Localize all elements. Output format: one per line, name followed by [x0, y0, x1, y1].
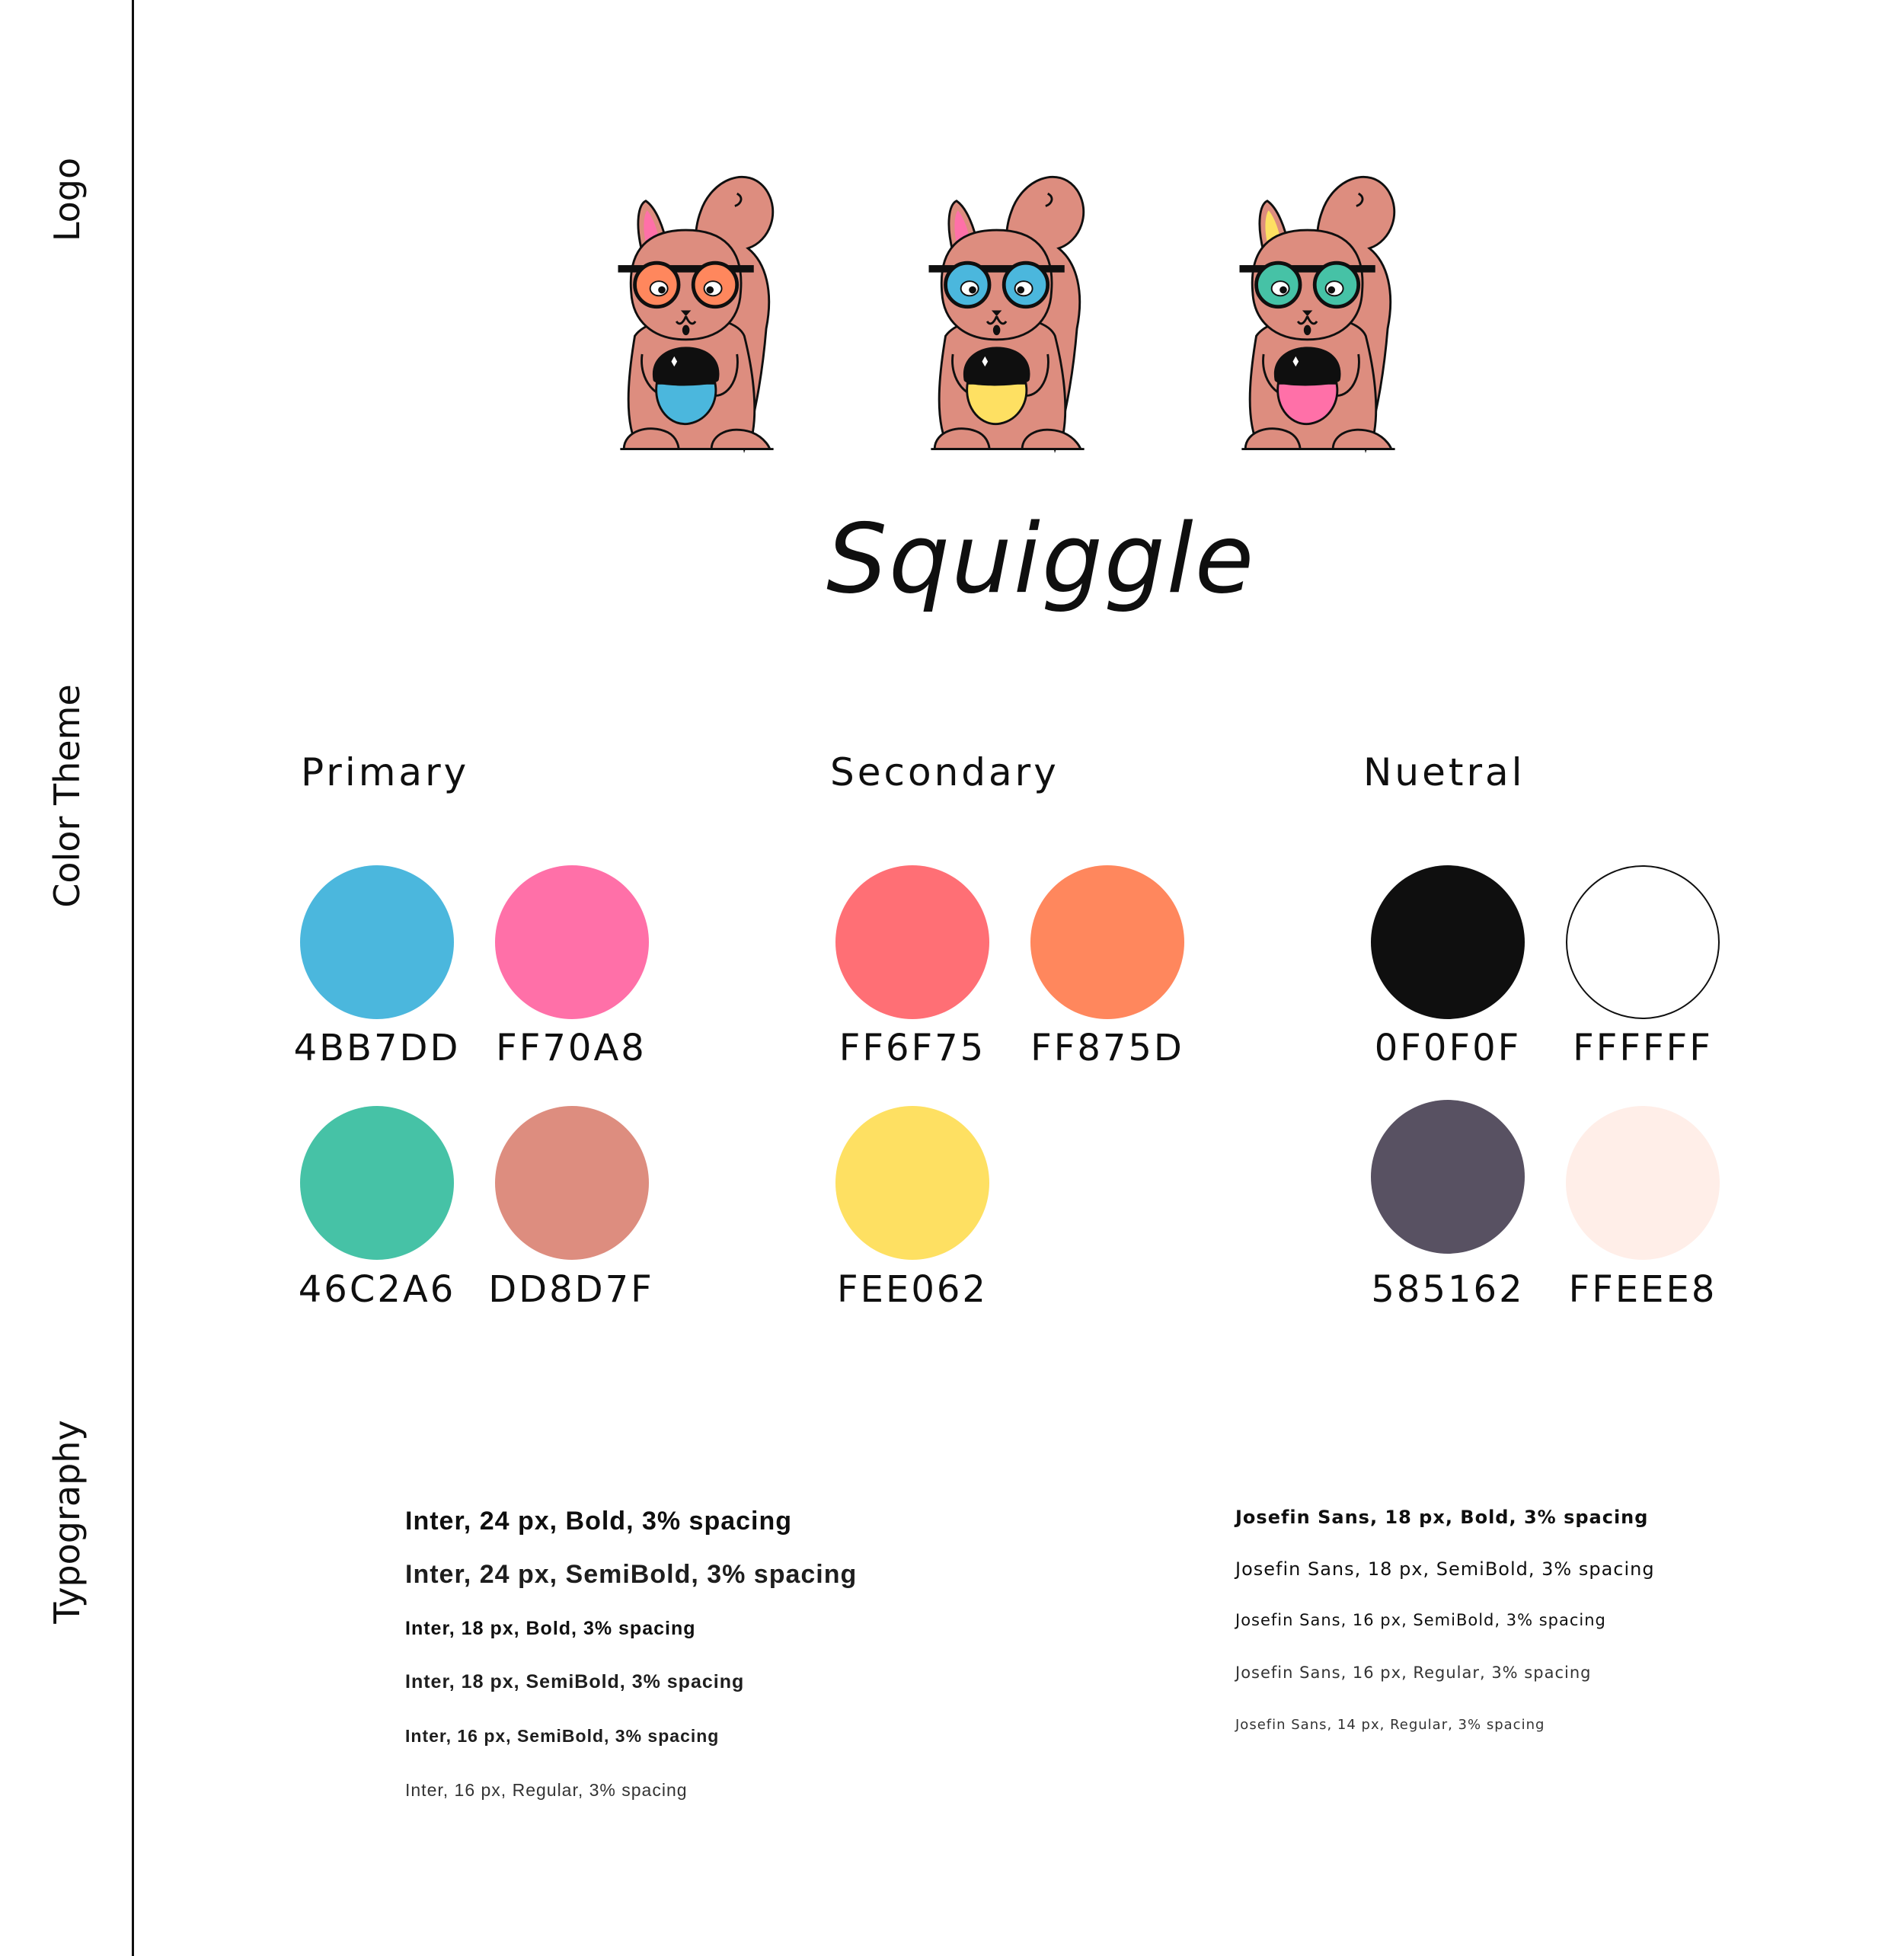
mascot-squirrel-orange-glasses [609, 149, 784, 472]
type-sample-inter-18-semibold: Inter, 18 px, SemiBold, 3% spacing [405, 1671, 745, 1692]
swatch-primary-1 [300, 865, 454, 1019]
swatch-secondary-3 [835, 1106, 989, 1260]
swatch-hex-label: FFFFFF [1573, 1027, 1713, 1069]
pupil-left [969, 286, 976, 294]
swatch-hex-label: 46C2A6 [298, 1268, 456, 1311]
section-label-color-theme: Color Theme [46, 684, 88, 908]
type-sample-inter-24-bold: Inter, 24 px, Bold, 3% spacing [405, 1507, 793, 1536]
type-sample-josefin-18-bold: Josefin Sans, 18 px, Bold, 3% spacing [1235, 1507, 1649, 1528]
pupil-left [658, 286, 666, 294]
section-divider [132, 0, 134, 1956]
swatch-primary-3 [300, 1106, 454, 1260]
type-sample-inter-18-bold: Inter, 18 px, Bold, 3% spacing [405, 1618, 696, 1639]
swatch-hex-label: 585162 [1371, 1268, 1525, 1311]
section-label-logo: Logo [46, 157, 88, 242]
mascot-squirrel-teal-glasses [1231, 149, 1406, 472]
swatch-secondary-2 [1030, 865, 1184, 1019]
swatch-primary-2 [495, 865, 649, 1019]
swatch-neutral-3 [1371, 1100, 1525, 1254]
swatch-hex-label: DD8D7F [488, 1268, 654, 1311]
group-title-neutral: Nuetral [1363, 750, 1525, 794]
type-sample-josefin-16-semibold: Josefin Sans, 16 px, SemiBold, 3% spacing [1235, 1611, 1606, 1629]
type-sample-josefin-16-regular: Josefin Sans, 16 px, Regular, 3% spacing [1235, 1664, 1592, 1682]
swatch-neutral-2 [1566, 865, 1720, 1019]
brand-name: Squiggle [826, 503, 1256, 615]
swatch-secondary-1 [835, 865, 989, 1019]
swatch-hex-label: FF6F75 [839, 1027, 986, 1069]
type-sample-inter-16-regular: Inter, 16 px, Regular, 3% spacing [405, 1780, 688, 1800]
swatch-hex-label: FFEEE8 [1568, 1268, 1717, 1311]
group-title-secondary: Secondary [830, 750, 1059, 794]
type-sample-inter-16-semibold: Inter, 16 px, SemiBold, 3% spacing [405, 1726, 720, 1746]
type-sample-josefin-14-regular: Josefin Sans, 14 px, Regular, 3% spacing [1235, 1717, 1545, 1733]
pupil-right [706, 286, 714, 294]
swatch-hex-label: 4BB7DD [293, 1027, 461, 1069]
type-sample-josefin-18-semibold: Josefin Sans, 18 px, SemiBold, 3% spacing [1235, 1558, 1655, 1580]
swatch-hex-label: FF70A8 [496, 1027, 647, 1069]
section-label-typography: Typography [46, 1420, 88, 1624]
swatch-primary-4 [495, 1106, 649, 1260]
pupil-right [1327, 286, 1335, 294]
type-sample-inter-24-semibold: Inter, 24 px, SemiBold, 3% spacing [405, 1560, 858, 1589]
swatch-hex-label: FEE062 [837, 1268, 988, 1311]
pupil-left [1279, 286, 1287, 294]
swatch-hex-label: 0F0F0F [1374, 1027, 1522, 1069]
pupil-right [1017, 286, 1024, 294]
group-title-primary: Primary [301, 750, 470, 794]
swatch-hex-label: FF875D [1030, 1027, 1184, 1069]
swatch-neutral-1 [1371, 865, 1525, 1019]
mascot-squirrel-blue-glasses [920, 149, 1095, 472]
swatch-neutral-4 [1566, 1106, 1720, 1260]
